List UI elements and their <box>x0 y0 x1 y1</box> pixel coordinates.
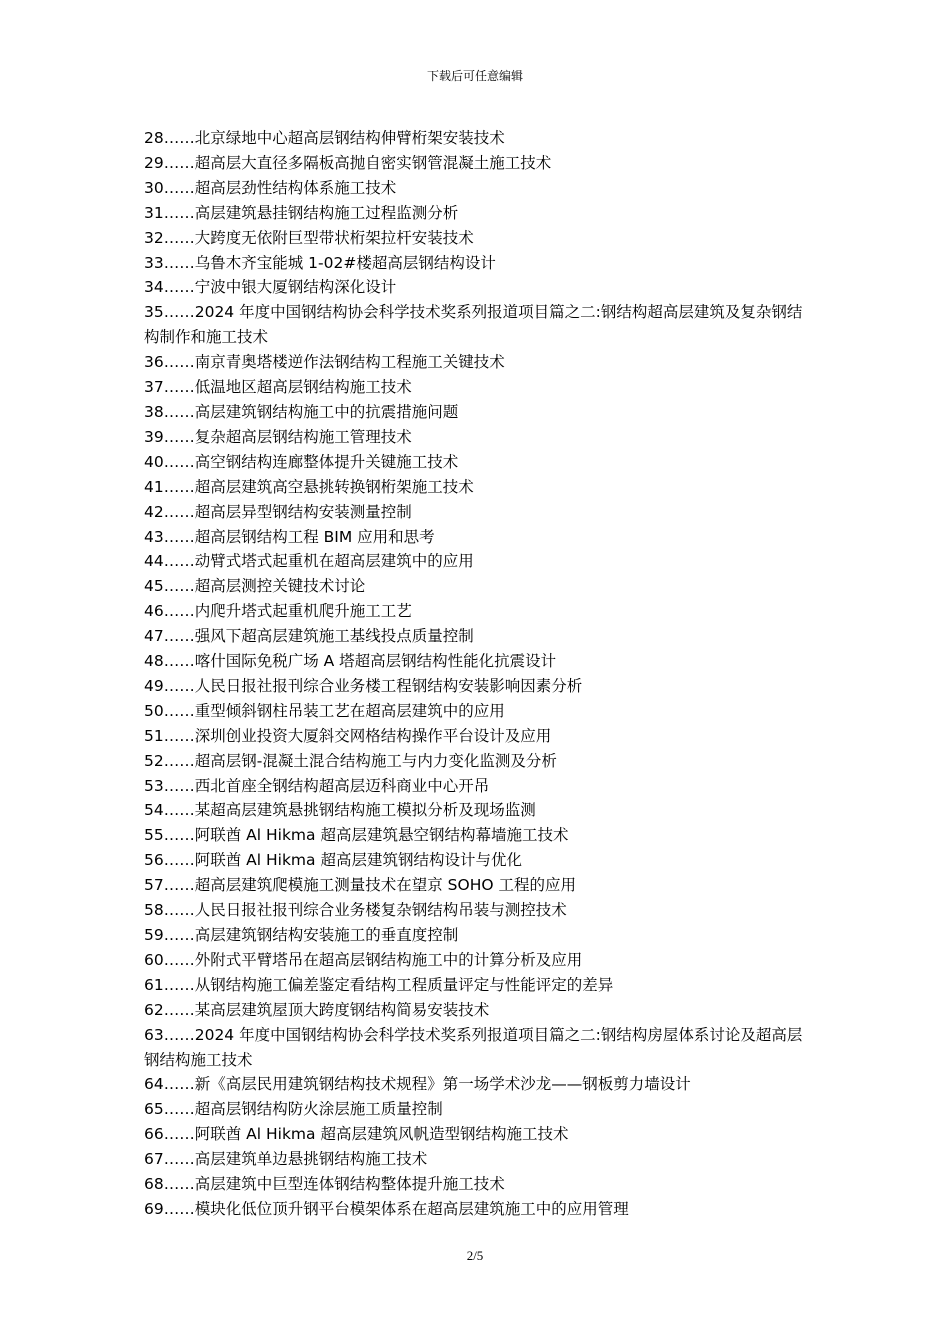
toc-entry: 65……超高层钢结构防火涂层施工质量控制 <box>144 1100 443 1119</box>
toc-entry: 35……2024 年度中国钢结构协会科学技术奖系列报道项目篇之二:钢结构超高层建筑及复杂钢结构制作和施工技术 <box>144 303 803 347</box>
toc-entry: 63……2024 年度中国钢结构协会科学技术奖系列报道项目篇之二:钢结构房屋体系讨论及超高层钢结构施工技术 <box>144 1025 803 1069</box>
toc-entry: 38……高层建筑钢结构施工中的抗震措施问题 <box>144 402 459 421</box>
toc-entry: 51……深圳创业投资大厦斜交网格结构操作平台设计及应用 <box>144 726 552 745</box>
toc-entry: 36……南京青奥塔楼逆作法钢结构工程施工关键技术 <box>144 353 505 372</box>
toc-entry: 66……阿联酋 Al Hikma 超高层建筑风帆造型钢结构施工技术 <box>144 1125 569 1144</box>
toc-entry: 47……强风下超高层建筑施工基线投点质量控制 <box>144 627 474 646</box>
toc-entry: 28……北京绿地中心超高层钢结构伸臂桁架安装技术 <box>144 129 505 147</box>
toc-entry: 67……高层建筑单边悬挑钢结构施工技术 <box>144 1150 428 1169</box>
toc-entry: 69……模块化低位顶升钢平台模架体系在超高层建筑施工中的应用管理 <box>144 1199 629 1218</box>
toc-entry: 42……超高层异型钢结构安装测量控制 <box>144 502 412 521</box>
toc-entry: 45……超高层测控关键技术讨论 <box>144 577 366 596</box>
toc-entry: 59……高层建筑钢结构安装施工的垂直度控制 <box>144 926 459 944</box>
toc-entry: 68……高层建筑中巨型连体钢结构整体提升施工技术 <box>144 1175 505 1194</box>
page-number: 2/5 <box>466 1248 484 1263</box>
toc-entry: 50……重型倾斜钢柱吊装工艺在超高层建筑中的应用 <box>144 701 505 720</box>
toc-entry: 48……喀什国际免税广场 A 塔超高层钢结构性能化抗震设计 <box>144 652 557 671</box>
toc-entry: 33……乌鲁木齐宝能城 1-02#楼超高层钢结构设计 <box>144 253 496 272</box>
toc-entry: 58……人民日报社报刊综合业务楼复杂钢结构吊装与测控技术 <box>144 901 567 920</box>
toc-entry: 31……高层建筑悬挂钢结构施工过程监测分析 <box>144 203 459 222</box>
toc-entry: 39……复杂超高层钢结构施工管理技术 <box>144 427 412 446</box>
toc-entry: 37……低温地区超高层钢结构施工技术 <box>144 378 412 397</box>
toc-entry: 60……外附式平臂塔吊在超高层钢结构施工中的计算分析及应用 <box>144 950 583 969</box>
toc-entry: 56……阿联酋 Al Hikma 超高层建筑钢结构设计与优化 <box>144 851 522 870</box>
toc-entry: 62……某高层建筑屋顶大跨度钢结构简易安装技术 <box>144 1000 490 1019</box>
toc-entry: 41……超高层建筑高空悬挑转换钢桁架施工技术 <box>144 477 474 496</box>
page-header: 下载后可任意编辑 <box>426 69 523 83</box>
toc-entry: 29……超高层大直径多隔板高抛自密实钢管混凝土施工技术 <box>144 153 552 172</box>
toc-entry: 53……西北首座全钢结构超高层迈科商业中心开吊 <box>144 776 490 795</box>
toc-entry: 34……宁波中银大厦钢结构深化设计 <box>144 278 397 297</box>
toc-entry: 61……从钢结构施工偏差鉴定看结构工程质量评定与性能评定的差异 <box>144 975 614 994</box>
toc-entry: 52……超高层钢-混凝土混合结构施工与内力变化监测及分析 <box>144 751 557 770</box>
toc-entry: 44……动臂式塔式起重机在超高层建筑中的应用 <box>144 552 474 571</box>
toc-entry: 64……新《高层民用建筑钢结构技术规程》第一场学术沙龙——钢板剪力墙设计 <box>144 1075 691 1094</box>
toc-entry: 54……某超高层建筑悬挑钢结构施工模拟分析及现场监测 <box>144 801 536 820</box>
toc-entry: 32……大跨度无依附巨型带状桁架拉杆安装技术 <box>144 228 474 247</box>
toc-entry: 46……内爬升塔式起重机爬升施工工艺 <box>144 602 412 621</box>
toc-entry: 30……超高层劲性结构体系施工技术 <box>144 178 397 197</box>
table-of-contents <box>144 126 812 1222</box>
toc-entry: 57……超高层建筑爬模施工测量技术在望京 SOHO 工程的应用 <box>144 876 576 895</box>
toc-entry: 49……人民日报社报刊综合业务楼工程钢结构安装影响因素分析 <box>144 676 583 695</box>
toc-entry: 55……阿联酋 Al Hikma 超高层建筑悬空钢结构幕墙施工技术 <box>144 826 569 845</box>
toc-entry: 40……高空钢结构连廊整体提升关键施工技术 <box>144 452 459 471</box>
toc-entry: 43……超高层钢结构工程 BIM 应用和思考 <box>144 527 435 546</box>
